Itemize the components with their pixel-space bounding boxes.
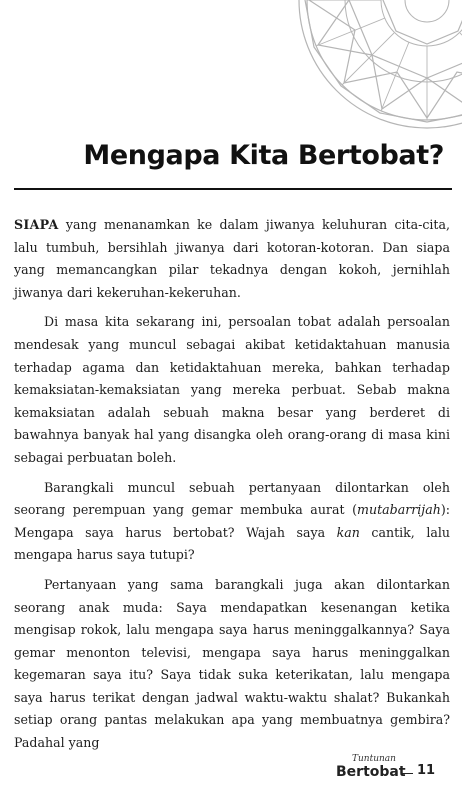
paragraph-3-text-a: Barangkali muncul sebuah pertanyaan dilontarkan oleh seorang perempuan yang gemar membuka aurat ( [14, 479, 450, 518]
paragraph-2: Di masa kita sekarang ini, persoalan tobat adalah persoalan mendesak yang muncul sebagai akibat ketidaktahuan manusia terhadap agama dan ketidaktahuan mereka, bahkan terhadap kemaksiatan-kemaksiatan yang mereka perbuat. Sebab makna kemaksiatan adalah sebuah makna besar yang berderet di bawahnya banyak hal yang disangka oleh orang-orang di masa kini sebagai perbuatan boleh. [14, 314, 450, 465]
geometric-star-ornament-icon [287, 0, 462, 135]
paragraph-3-text-b: ): Mengapa saya harus bertobat? Wajah saya [14, 502, 450, 540]
paragraph-3-term: mutabarrijah [357, 502, 441, 518]
paragraph-3 [14, 477, 450, 567]
chapter-body [14, 214, 450, 762]
footer-book-title: Bertobat [336, 764, 406, 780]
paragraph-4: Pertanyaan yang sama barangkali juga akan dilontarkan seorang anak muda: Saya mendapatkan kesenangan ketika mengisap rokok, lalu mengapa saya harus meninggalkannya? Saya gemar menonton televisi, mengapa saya harus meninggalkan kegemaran saya itu? Saya tidak suka keterikatan, lalu mengapa saya harus terikat dengan jadwal waktu-waktu shalat? Bukankah setiap orang pantas melakukan apa yang membuatnya gembira? Padahal yang [14, 576, 450, 751]
title-divider [14, 188, 452, 190]
page-footer [296, 754, 446, 790]
paragraph-3-text-c: cantik, lalu mengapa harus saya tutupi? [14, 524, 450, 563]
footer-script-word: Tuntunan [352, 754, 396, 764]
paragraph-1 [14, 214, 450, 304]
chapter-title: Mengapa Kita Bertobat? [83, 140, 444, 171]
paragraph-1-text: yang menanamkan ke dalam jiwanya keluhuran cita-cita, lalu tumbuh, bersihlah jiwanya dari kotoran-kotoran. Dan siapa yang memancangkan pilar tekadnya dengan kokoh, jernihlah jiwanya dari kekeruhan-kekeruhan. [14, 217, 450, 300]
paragraph-3-emphasis: kan [336, 524, 360, 540]
footer-separator [401, 773, 413, 774]
lead-word: SIAPA [14, 217, 59, 232]
page-number: 11 [417, 763, 436, 778]
